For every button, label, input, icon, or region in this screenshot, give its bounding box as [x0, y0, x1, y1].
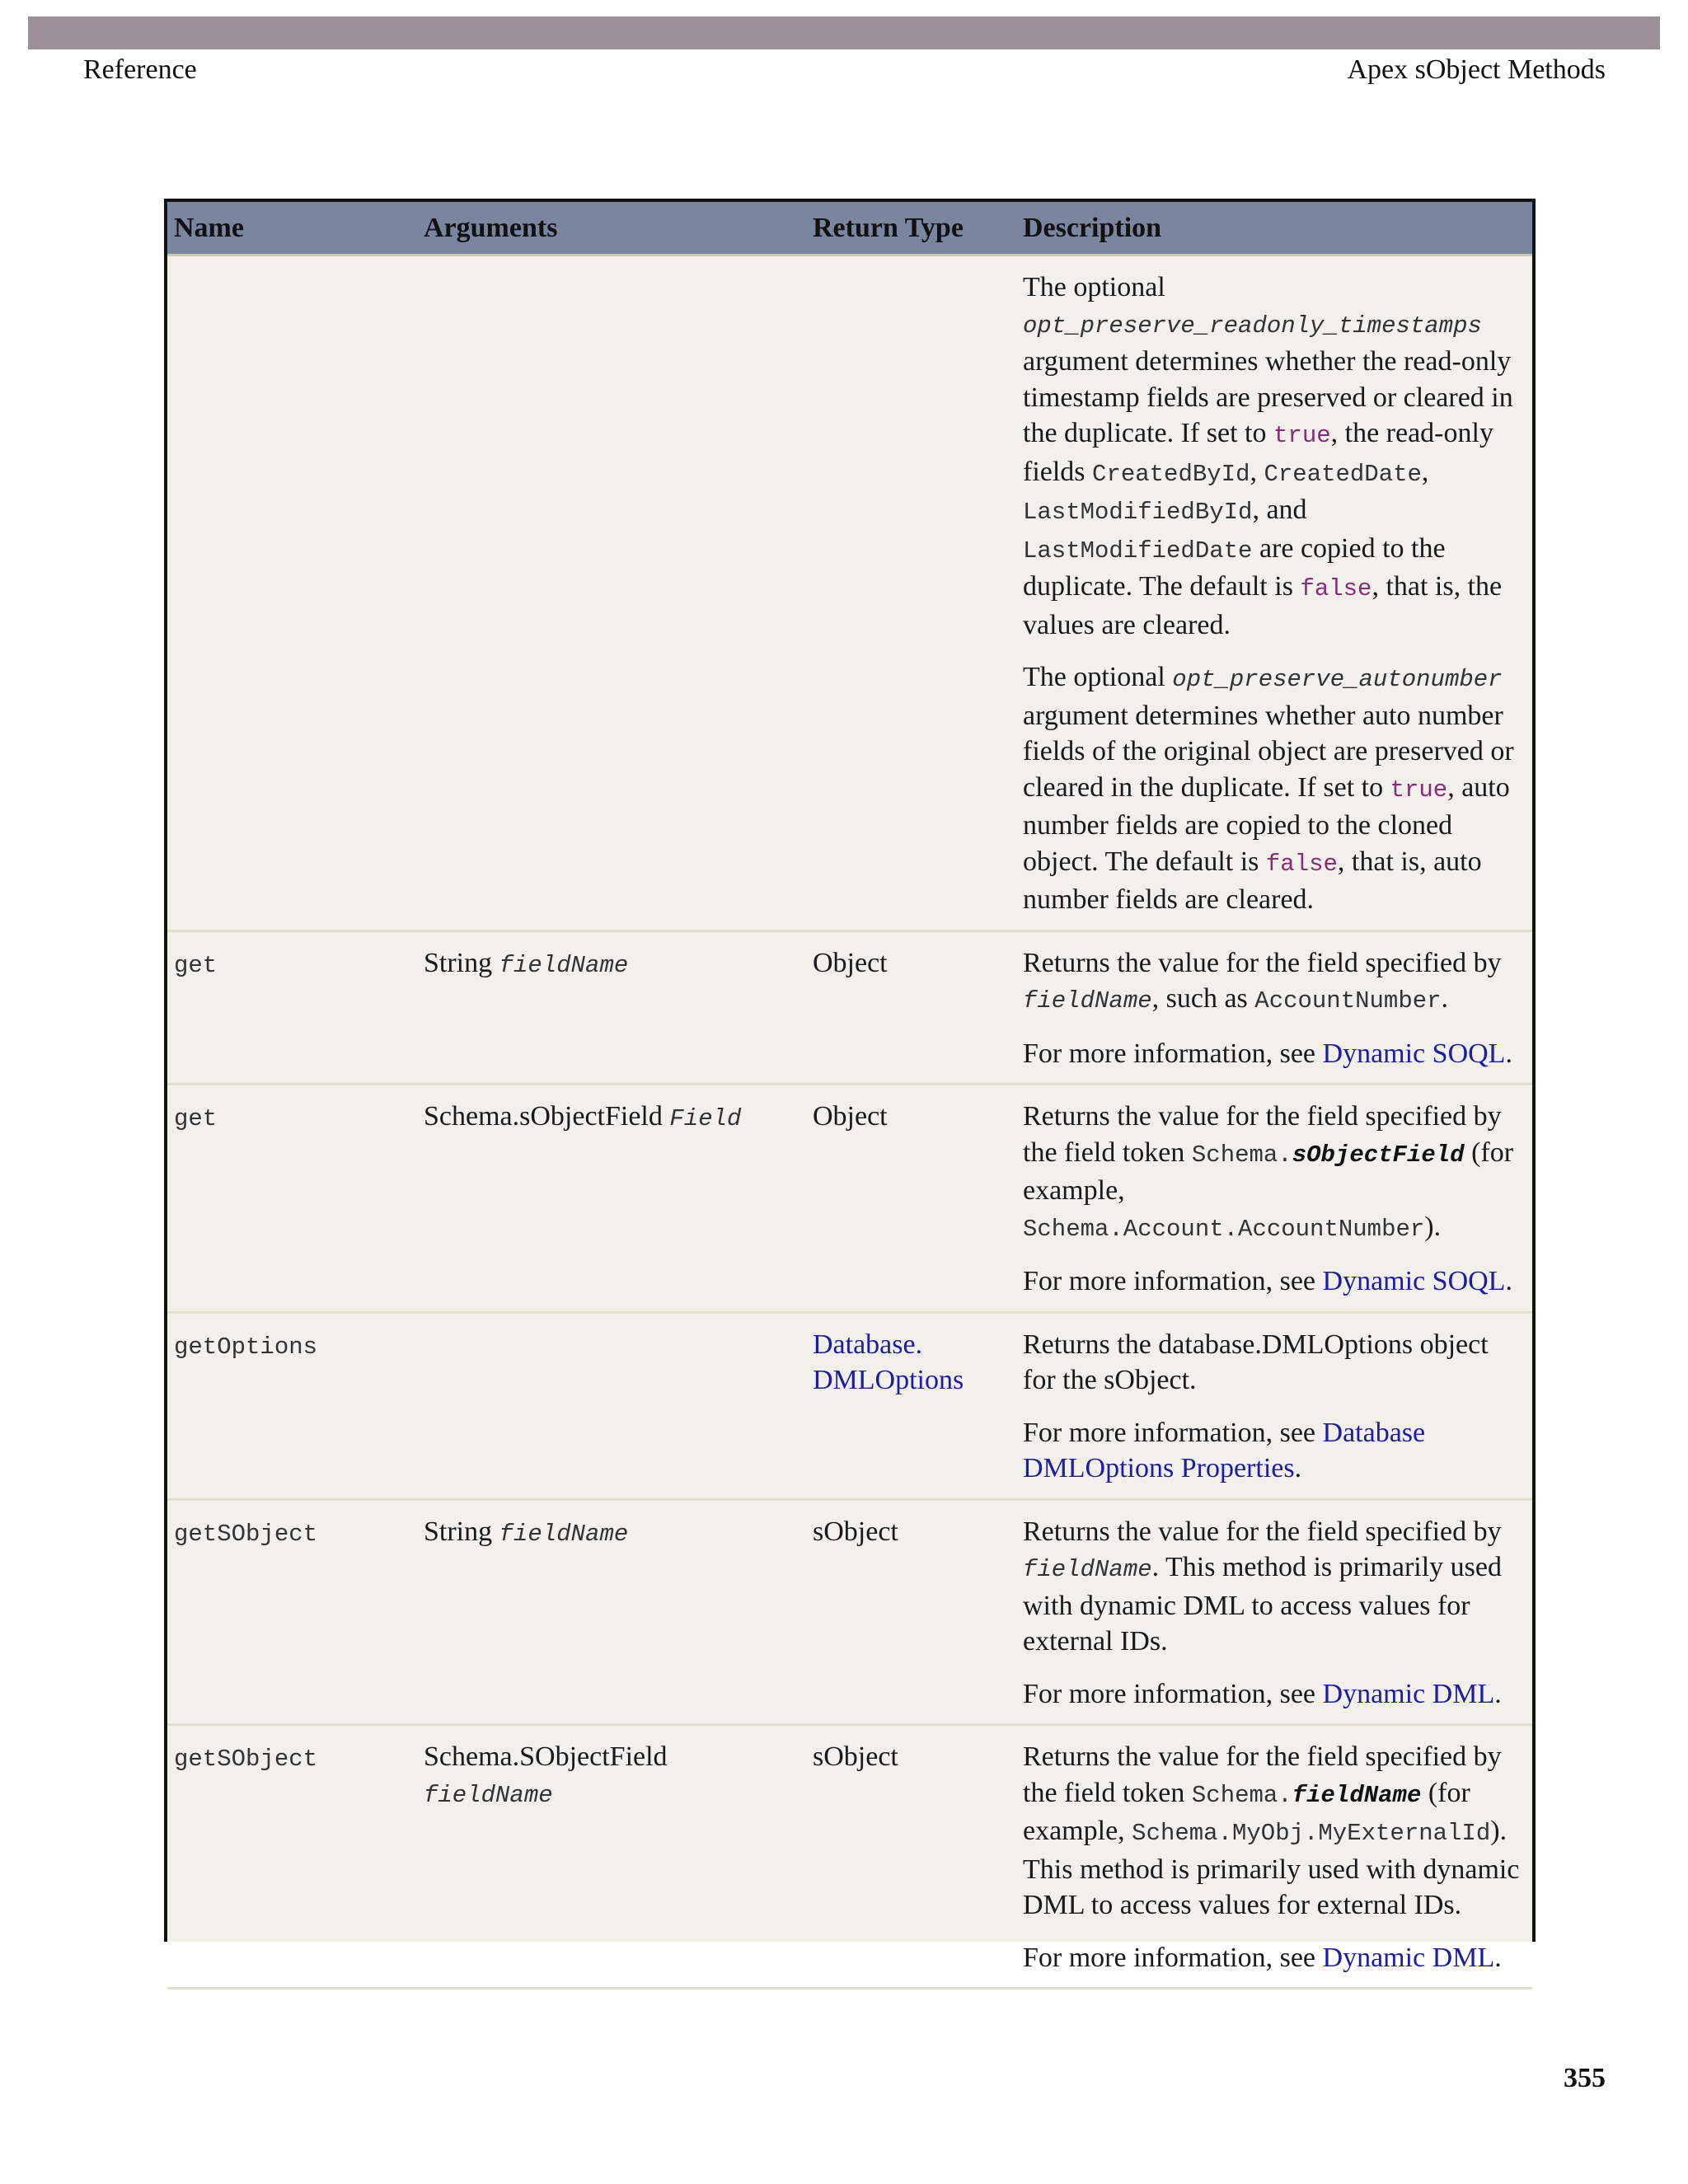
argument-name: opt_preserve_readonly_timestamps	[1023, 312, 1482, 340]
return-type-cell: sObject	[806, 1725, 1016, 1989]
description-paragraph: The optional opt_preserve_readonly_timestamps argument determines whether the read-only timestamp fields are preserved or cleared in the duplicate. If set to true, the read-only fields CreatedById, CreatedDate, LastModifiedById, and LastModifiedDate are copied to the duplicate. The default is false, that is, the values are cleared.	[1023, 272, 1513, 640]
table-row	[167, 930, 1532, 1085]
dynamic-soql-link[interactable]: Dynamic SOQL	[1322, 1038, 1506, 1069]
arguments-cell: String fieldName	[417, 930, 806, 1085]
arguments-cell: Schema.sObjectField Field	[417, 1085, 806, 1313]
column-header-description: Description	[1016, 202, 1532, 255]
header-bar	[28, 16, 1660, 49]
method-name: getSObject	[167, 1725, 417, 1989]
page-number: 355	[1564, 2063, 1606, 2093]
table-row	[167, 255, 1532, 931]
dynamic-dml-link[interactable]: Dynamic DML	[1322, 1678, 1495, 1709]
method-name: get	[167, 930, 417, 1085]
return-type-cell: Object	[806, 930, 1016, 1085]
table-header-row	[167, 202, 1532, 255]
keyword-true: true	[1273, 422, 1331, 449]
arguments-cell	[417, 1312, 806, 1499]
database-dmloptions-properties-link[interactable]: Database DMLOptions Properties	[1023, 1417, 1426, 1483]
methods-table	[164, 199, 1536, 1973]
method-name: getOptions	[167, 1312, 417, 1499]
keyword-true: true	[1390, 776, 1448, 804]
dmloptions-link[interactable]: Database. DMLOptions	[813, 1329, 964, 1395]
field-name: CreatedById	[1092, 460, 1250, 488]
table-row	[167, 1499, 1532, 1725]
description-cell: Returns the value for the field specified by fieldName, such as AccountNumber. For more information, see Dynamic SOQL.	[1016, 930, 1532, 1085]
running-header-right: Apex sObject Methods	[1347, 54, 1606, 85]
dynamic-soql-link[interactable]: Dynamic SOQL	[1322, 1266, 1506, 1296]
description-paragraph: The optional opt_preserve_autonumber argument determines whether auto number fields of the original object are preserved or cleared in the duplicate. If set to true, auto number fields are copied to the cloned object. The default is false, that is, auto number fields are cleared.	[1023, 662, 1514, 915]
method-name: get	[167, 1085, 417, 1313]
argument-name: opt_preserve_autonumber	[1172, 666, 1503, 693]
description-cell: Returns the value for the field specified by the field token Schema.sObjectField (for example, Schema.Account.AccountNumber). For more information, see Dynamic SOQL.	[1016, 1085, 1532, 1313]
table-row	[167, 1312, 1532, 1499]
method-name: getSObject	[167, 1499, 417, 1725]
return-type-cell: sObject	[806, 1499, 1016, 1725]
arguments-cell: Schema.SObjectField fieldName	[417, 1725, 806, 1989]
column-header-return-type: Return Type	[806, 202, 1016, 255]
field-name: LastModifiedDate	[1023, 537, 1253, 565]
description-cell: Returns the value for the field specified by the field token Schema.fieldName (for example, Schema.MyObj.MyExternalId). This method is primarily used with dynamic DML to access values for external IDs. For more information, see Dynamic DML.	[1016, 1725, 1532, 1989]
keyword-false: false	[1265, 850, 1338, 878]
table-row	[167, 1085, 1532, 1313]
description-cell: Returns the database.DMLOptions object for the sObject. For more information, see Database DMLOptions Properties.	[1016, 1312, 1532, 1499]
return-type-cell	[806, 1312, 1016, 1499]
column-header-arguments: Arguments	[417, 202, 806, 255]
column-header-name: Name	[167, 202, 417, 255]
field-name: LastModifiedById	[1023, 499, 1253, 526]
table-row	[167, 1725, 1532, 1989]
description-cell: Returns the value for the field specified by fieldName. This method is primarily used with dynamic DML to access values for external IDs. For more information, see Dynamic DML.	[1016, 1499, 1532, 1725]
field-name: CreatedDate	[1264, 460, 1422, 488]
return-type-cell: Object	[806, 1085, 1016, 1313]
running-header-left: Reference	[83, 54, 197, 85]
dynamic-dml-link[interactable]: Dynamic DML	[1322, 1942, 1495, 1973]
arguments-cell: String fieldName	[417, 1499, 806, 1725]
keyword-false: false	[1300, 575, 1372, 602]
description-cell	[1016, 255, 1532, 931]
